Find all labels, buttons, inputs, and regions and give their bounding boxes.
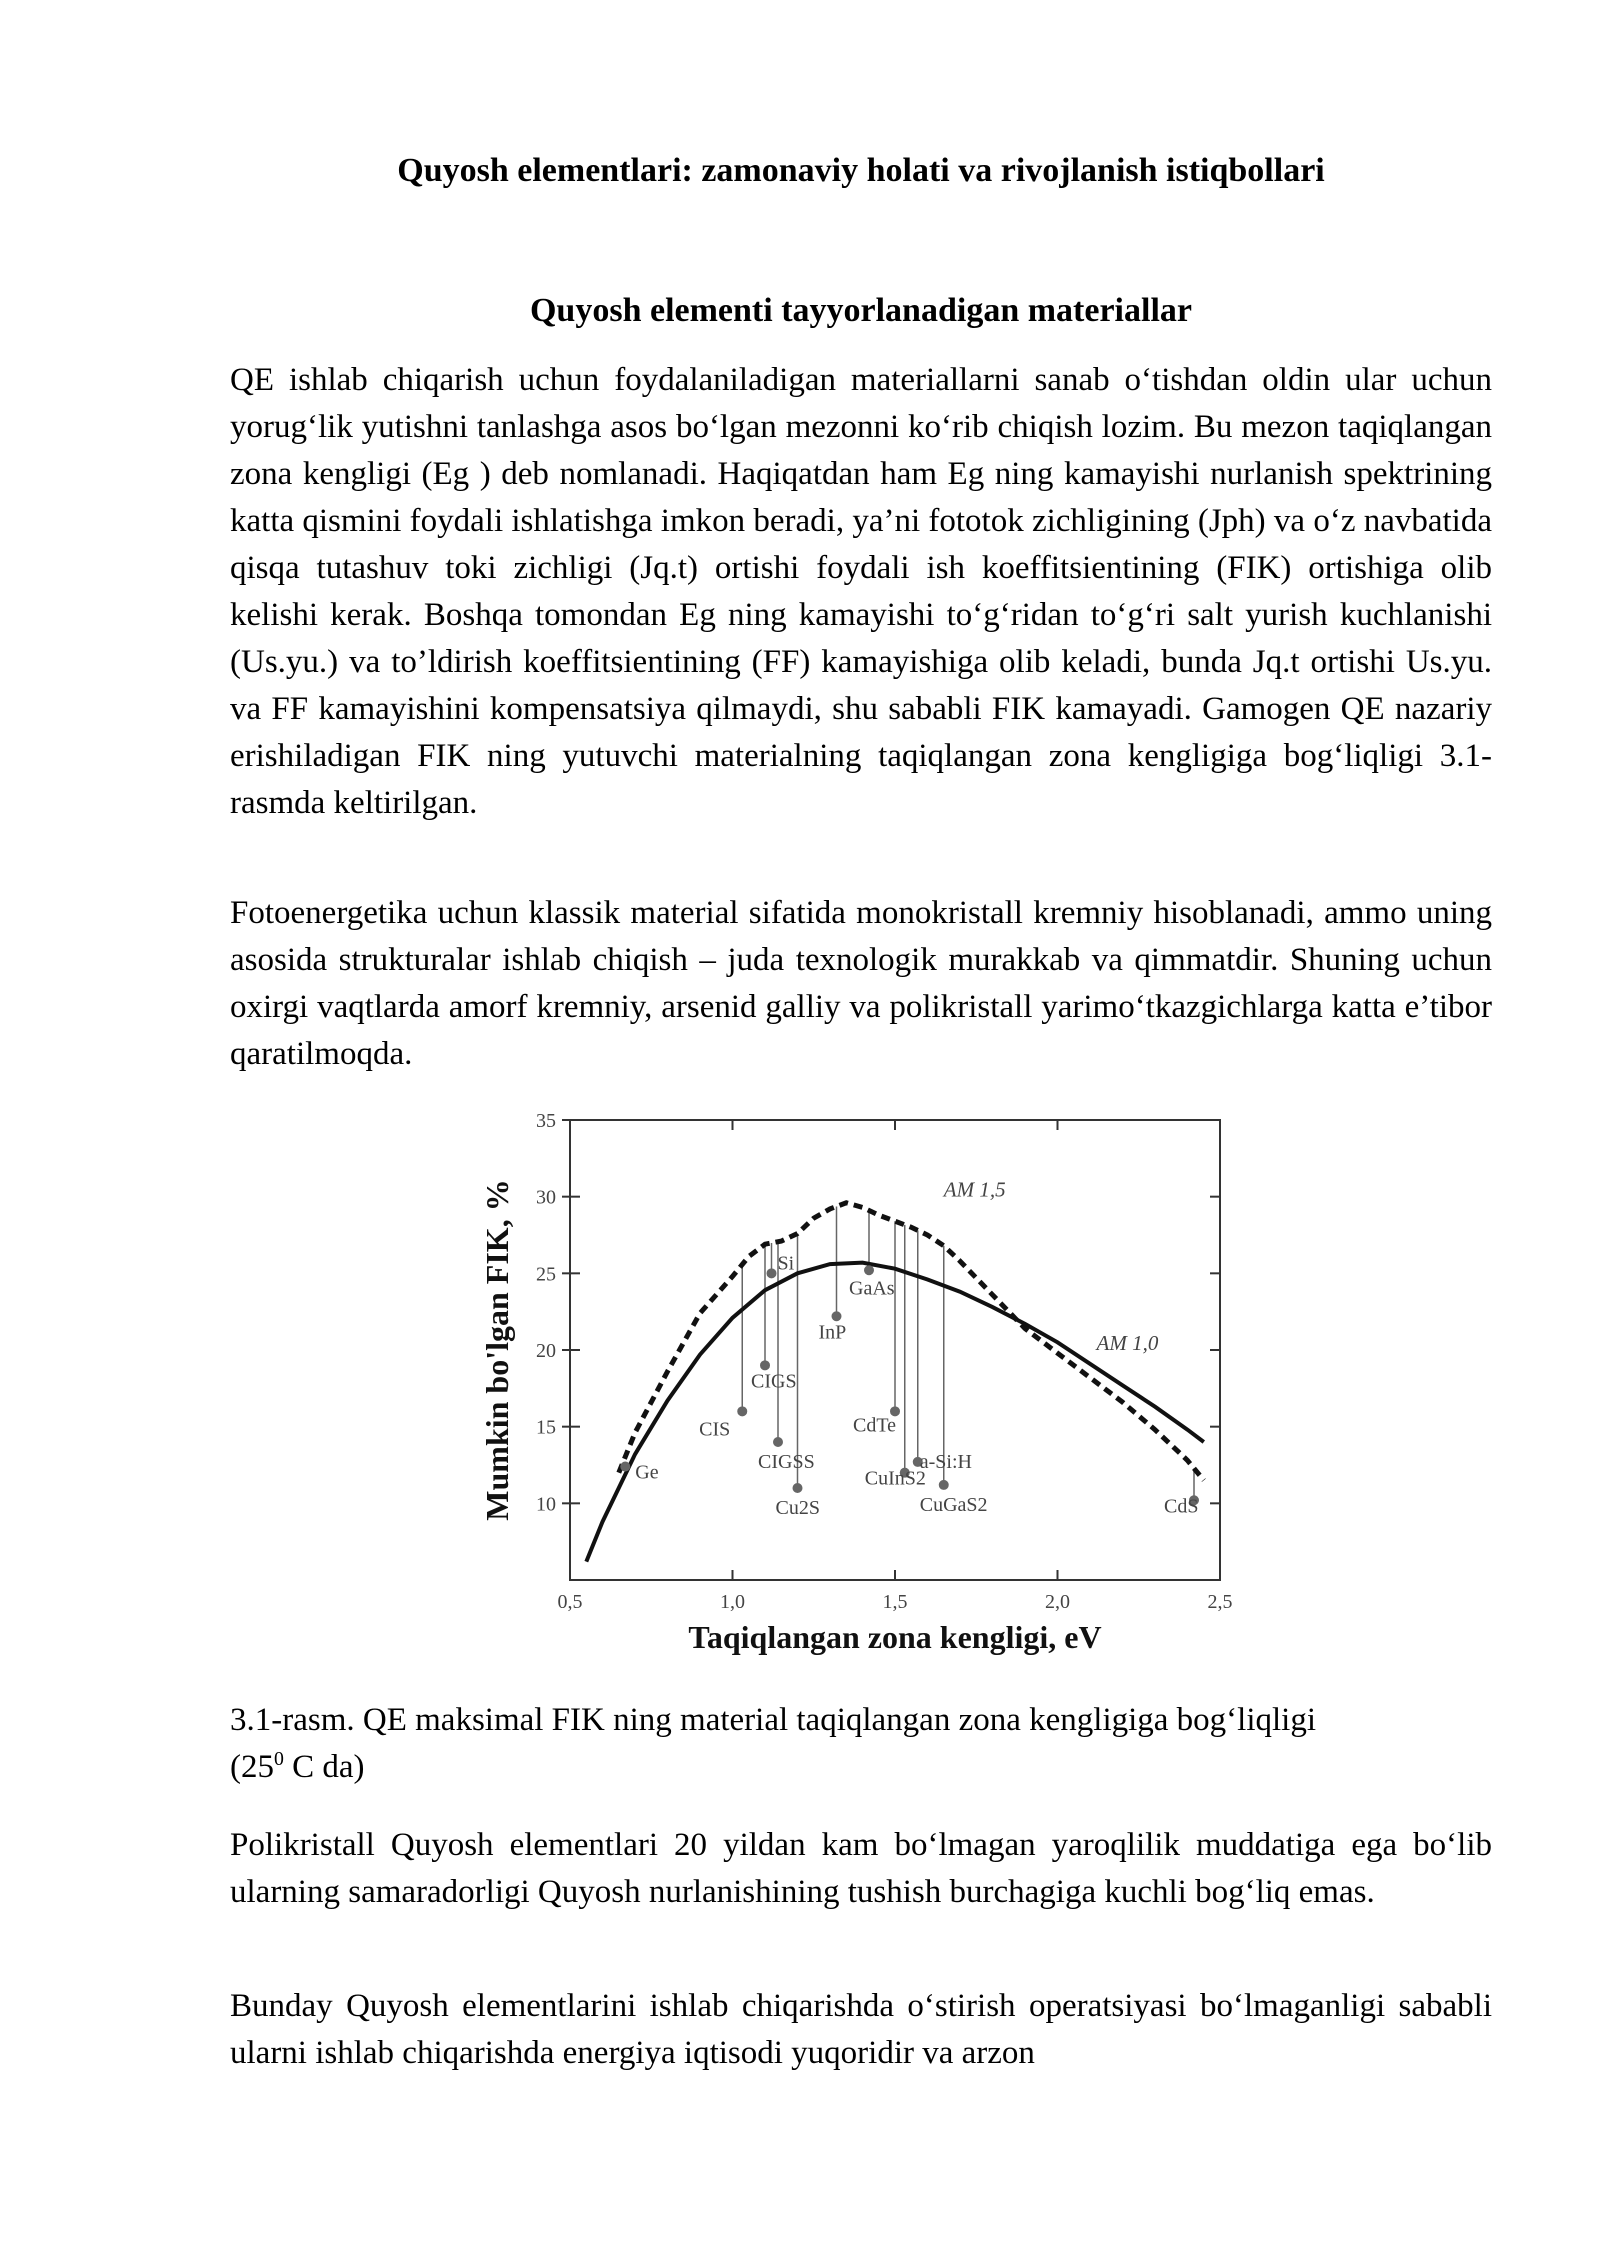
paragraph-2: Fotoenergetika uchun klassik material sifatida monokristall kremniy hisoblanadi, ammo uning asosida strukturalar ishlab chiqish – juda texnologik murakkab va qimmatdir. Shuning uchun oxirgi vaqtlarda amorf kremniy, arsenid galliy va polikristall yarimo‘tkazgichlarga katta e’tibor qaratilmoqda. (230, 895, 1492, 1072)
document-title: Quyosh elementlari: zamonaviy holati va rivojlanish istiqbollari (397, 152, 1325, 189)
x-tick-label: 2,5 (1207, 1591, 1233, 1613)
figure-caption (230, 1697, 1492, 1791)
marker-cigss (773, 1437, 783, 1447)
marker-gaas (864, 1265, 874, 1275)
y-tick-label: 15 (536, 1416, 556, 1439)
marker-label-cds: CdS (1164, 1495, 1199, 1518)
x-tick-label: 1,0 (720, 1591, 745, 1613)
marker-label-cis: CIS (699, 1418, 731, 1441)
x-tick-label: 2,0 (1045, 1591, 1070, 1613)
caption-line-2-post: C da) (283, 1749, 365, 1785)
x-axis-label: Taqiqlangan zona kengligi, eV (688, 1619, 1102, 1655)
marker-label-gaas: GaAs (849, 1277, 895, 1300)
marker-cigs (760, 1360, 770, 1370)
marker-cis (737, 1406, 747, 1416)
y-tick-label: 20 (536, 1340, 556, 1362)
paragraph-1: QE ishlab chiqarish uchun foydalaniladigan materiallarni sanab o‘tishdan oldin ular uchun yorug‘lik yutishni tanlashga asos bo‘lgan mezonni ko‘rib chiqish lozim. Bu mezon taqiqlangan zona kengligi (Eg ) deb nomlanadi. Haqiqatdan ham Eg ning kamayishi nurlanish spektrining katta qismini foydali ishlatishga imkon beradi, ya’ni fototok zichligining (Jph) va o‘z navbatida qisqa tutashuv toki zichligi (Jq.t) ortishi foydali ish koeffitsientining (FIK) ortishiga olib kelishi kerak. Boshqa tomondan Eg ning kamayishi to‘g‘ridan to‘g‘ri salt yurish kuchlanishi (Us.yu.) va to’ldirish koeffitsientining (FF) kamayishiga olib keladi, bunda Jq.t ortishi Us.yu. va FF kamayishini kompensatsiya qilmaydi, shu sababli FIK kamayadi. Gamogen QE nazariy erishiladigan FIK ning yutuvchi materialning taqiqlangan zona kengligiga bog‘liqligi 3.1-rasmda keltirilgan. (230, 362, 1492, 821)
y-tick-label: 10 (536, 1493, 556, 1516)
section-heading: Quyosh elementi tayyorlanadigan materiallar (529, 292, 1192, 329)
y-axis-label: Mumkin bo'lgan FIK, % (479, 1179, 515, 1521)
marker-cugas2 (939, 1480, 949, 1490)
marker-label-ge: Ge (635, 1461, 659, 1484)
caption-degree-sup: 0 (274, 1748, 284, 1770)
y-tick-label: 35 (536, 1110, 556, 1132)
series-label-am15: AM 1,5 (943, 1177, 1006, 1202)
caption-line-2-pre: (25 (230, 1749, 274, 1785)
marker-label-cdte: CdTe (853, 1414, 897, 1437)
marker-label-si: Si (777, 1252, 795, 1275)
marker-label-a-si-h: a-Si:H (919, 1450, 972, 1473)
marker-label-cugas2: CuGaS2 (919, 1493, 988, 1516)
marker-inp (832, 1311, 842, 1321)
x-tick-label: 1,5 (882, 1591, 908, 1613)
marker-label-inp: InP (818, 1321, 847, 1344)
marker-cu2s (793, 1483, 803, 1493)
y-tick-label: 30 (536, 1186, 556, 1209)
paragraph-3: Polikristall Quyosh elementlari 20 yildan kam bo‘lmagan yaroqlilik muddatiga ega bo‘lib ularning samaradorligi Quyosh nurlanishining tushish burchagiga kuchli bog‘liq emas. (230, 1827, 1492, 1910)
y-tick-label: 25 (536, 1263, 556, 1286)
marker-label-cuins2: CuInS2 (864, 1467, 926, 1490)
paragraph-4: Bunday Quyosh elementlarini ishlab chiqarishda o‘stirish operatsiyasi bo‘lmaganligi sababli ularni ishlab chiqarishda energiya iqtisodi yuqoridir va arzon (230, 1988, 1492, 2071)
band-gap-efficiency-chart (470, 1100, 1250, 1680)
marker-label-cu2s: Cu2S (775, 1497, 820, 1519)
marker-si (767, 1268, 777, 1278)
marker-label-cigss: CIGSS (758, 1451, 815, 1473)
caption-line-1: 3.1-rasm. QE maksimal FIK ning material taqiqlangan zona kengligiga bog‘liqligi (230, 1702, 1317, 1738)
series-label-am10: AM 1,0 (1096, 1331, 1159, 1355)
marker-label-cigs: CIGS (751, 1370, 797, 1393)
marker-ge (620, 1462, 630, 1472)
x-tick-label: 0,5 (557, 1591, 583, 1613)
